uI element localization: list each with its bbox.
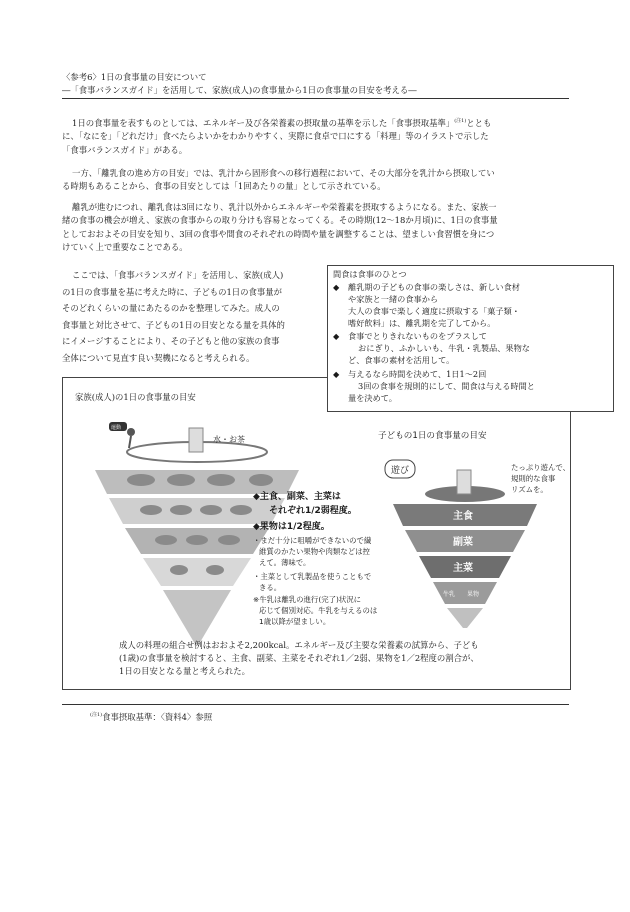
child-guide-title: 子どもの1日の食事量の目安 bbox=[378, 431, 487, 441]
guide-line: ◆主食、副菜、主菜は bbox=[253, 492, 341, 502]
guide-line: ◆果物は1/2程度。 bbox=[253, 522, 330, 532]
child-layer-label: 牛乳 bbox=[443, 591, 456, 598]
child-layer-label: 主菜 bbox=[453, 563, 473, 574]
guide-line: えて。薄味で。 bbox=[259, 558, 311, 567]
guide-line: ※牛乳は離乳の進行(完了)状況に bbox=[253, 595, 362, 604]
footnote bbox=[90, 709, 212, 724]
guide-line: それぞれ1/2弱程度。 bbox=[269, 506, 357, 516]
meal-guide-box: 家族(成人)の1日の食事量の目安 運動 水・お茶 ◆主食、副菜、主菜は それぞれ1/2弱程度。 ◆果物は1/2程度。 ・まだ十分に咀嚼ができないので繊 維質のかたい果物や肉類などは控 えて。薄味で。 ・主菜として乳製品を使うこともで きる。 ※牛乳は離乳の進行(完了)状況に 応じて個別対応。牛乳を与えるのは 1歳以降が望ましい。 子どもの1日の食事量の目安 遊び 主食 副菜 主菜 牛乳 果物 たっぷり遊んで、 規則的な食事 リズムを。 成人の料理の組合せ例はおおよそ2,200kcal。エネルギー及び主要な栄養素の試算から、子ども (1歳)の食事量を検討すると、主食、副菜、主菜をそれぞれ1／2弱、果物を1／2程度の割合が、 1日の目安となる量と考えられた。 bbox=[62, 377, 571, 690]
note-bullet: ◆ bbox=[333, 282, 340, 292]
note-line: や家族と一緒の食事から bbox=[348, 294, 439, 304]
note-line: 離乳期の子どもの食事の楽しさは、新しい食材 bbox=[348, 282, 520, 292]
paragraph-line: けていく上で重要なことである。 bbox=[62, 242, 188, 253]
play-label: 遊び bbox=[391, 466, 410, 476]
child-layer-label: 主食 bbox=[453, 511, 473, 522]
footnote-text: 食事摂取基準：〈資料4〉参照 bbox=[102, 711, 213, 722]
child-pyramid-tip bbox=[447, 608, 483, 628]
guide-line: 1歳以降が望ましい。 bbox=[259, 617, 331, 626]
summary-line: 成人の料理の組合せ例はおおよそ2,200kcal。エネルギー及び主要な栄養素の試算から、子ども bbox=[119, 640, 479, 650]
exercise-label: 運動 bbox=[111, 425, 122, 431]
paragraph-line: 1日の食事量を表すものとしては、エネルギー及び各栄養素の摂取量の基準を示した「食事摂取基準」 bbox=[72, 117, 455, 128]
note-bullet: ◆ bbox=[333, 369, 340, 379]
paragraph-line: 緒の食事の機会が増え、家族の食事からの取り分けも容易となってくる。その時期(12～18か月頃)に、1日の食事量 bbox=[62, 215, 498, 226]
snack-note-box bbox=[327, 265, 614, 412]
paragraph-1 bbox=[62, 115, 491, 157]
guide-line: ・主菜として乳製品を使うこともで bbox=[253, 572, 372, 581]
paragraph-line: 離乳が進むにつれ、離乳食は3回になり、乳汁以外からエネルギーや栄養素を摂取するようになる。また、家族一 bbox=[72, 202, 497, 212]
paragraph-line: の1日の食事量を基に考えた時に、子どもの1日の食事量が bbox=[62, 286, 283, 297]
note-line: おにぎり、ふかしいも、牛乳・乳製品、果物な bbox=[358, 343, 530, 353]
paragraph-line: る時期もあることから、食事の目安としては「1回あたりの量」として示されている。 bbox=[62, 181, 386, 192]
paragraph-line: ここでは、「食事バランスガイド」を活用し、家族(成人) bbox=[72, 270, 284, 280]
child-layer-label: 果物 bbox=[467, 591, 480, 598]
adult-guide-title: 家族(成人)の1日の食事量の目安 bbox=[75, 392, 196, 402]
note-line: ど、食事の素材を活用して。 bbox=[348, 355, 455, 365]
paragraph-line: に、「なにを」「どれだけ」食べたらよいかをわかりやすく、実際に食卓で口にする「料理」等のイラストで示した bbox=[62, 131, 489, 142]
paragraph-line: 全体について見直す良い契機になると考えられる。 bbox=[62, 352, 255, 363]
runner-icon bbox=[127, 428, 135, 436]
note-line: 食事でとりきれないものをプラスして bbox=[348, 331, 487, 341]
header-rule bbox=[62, 98, 569, 99]
guide-line: きる。 bbox=[259, 583, 282, 592]
guide-line: 応じて個別対応。牛乳を与えるのは bbox=[259, 606, 378, 615]
paragraph-line: としておおよその目安を知り、3回の食事や間食のそれぞれの時間や量を調整することは、望ましい食習慣を身につ bbox=[62, 228, 495, 239]
paragraph-2 bbox=[62, 167, 495, 194]
paragraph-4 bbox=[62, 267, 285, 367]
page-subtitle: ―「食事バランスガイド」を活用して、家族(成人)の食事量から1日の食事量の目安を考える― bbox=[62, 85, 417, 95]
water-glass-icon bbox=[189, 428, 203, 452]
summary-line: (1歳)の食事量を検討すると、主食、副菜、主菜をそれぞれ1／2弱、果物を1／2程度の割合が、 bbox=[119, 653, 479, 663]
snack-note-title: 間食は食事のひとつ bbox=[333, 269, 407, 279]
paragraph-line-end: ととも bbox=[466, 117, 492, 128]
pyramid-layer-dairy-fruit bbox=[143, 558, 251, 586]
note-line: 3回の食事を規則的にして、間食は与える時間と bbox=[358, 381, 535, 391]
footnote-marker: (注1) bbox=[454, 118, 467, 124]
note-line: 与えるなら時間を決めて、1日1～2回 bbox=[348, 369, 487, 379]
note-line: 量を決めて。 bbox=[348, 393, 397, 403]
paragraph-line: 一方、「離乳食の進め方の目安」では、乳汁から固形食への移行過程において、その大部分を乳汁から摂取してい bbox=[72, 168, 495, 178]
pyramid-tip bbox=[163, 590, 231, 644]
footer-rule bbox=[62, 704, 569, 705]
summary-text bbox=[119, 639, 479, 678]
paragraph-line: 食事量と対比させて、子どもの1日の目安となる量を具体的 bbox=[62, 319, 285, 330]
note-line: 嗜好飲料」は、離乳期を完了してから。 bbox=[348, 318, 496, 328]
child-glass-icon bbox=[457, 470, 471, 494]
paragraph-line: 「食事バランスガイド」がある。 bbox=[62, 144, 188, 155]
child-layer-label: 副菜 bbox=[453, 537, 473, 548]
note-bullet: ◆ bbox=[333, 331, 340, 341]
summary-line: 1日の目安となる量と考えられた。 bbox=[119, 666, 250, 676]
paragraph-3 bbox=[62, 201, 498, 255]
guide-line: 維質のかたい果物や肉類などは控 bbox=[259, 547, 370, 556]
paragraph-line: そのどれくらいの量にあたるのかを整理してみた。成人の bbox=[62, 303, 280, 314]
footnote-marker: (注1) bbox=[90, 712, 103, 718]
paragraph-line: にイメージすることにより、その子どもと他の家族の食事 bbox=[62, 336, 280, 347]
water-tea-label: 水・お茶 bbox=[213, 435, 245, 444]
ref-title: 〈参考6〉1日の食事量の目安について bbox=[62, 72, 207, 82]
note-line: 大人の食事で楽しく適度に摂取する「菓子類・ bbox=[348, 306, 520, 316]
guide-line: ・まだ十分に咀嚼ができないので繊 bbox=[253, 536, 372, 545]
